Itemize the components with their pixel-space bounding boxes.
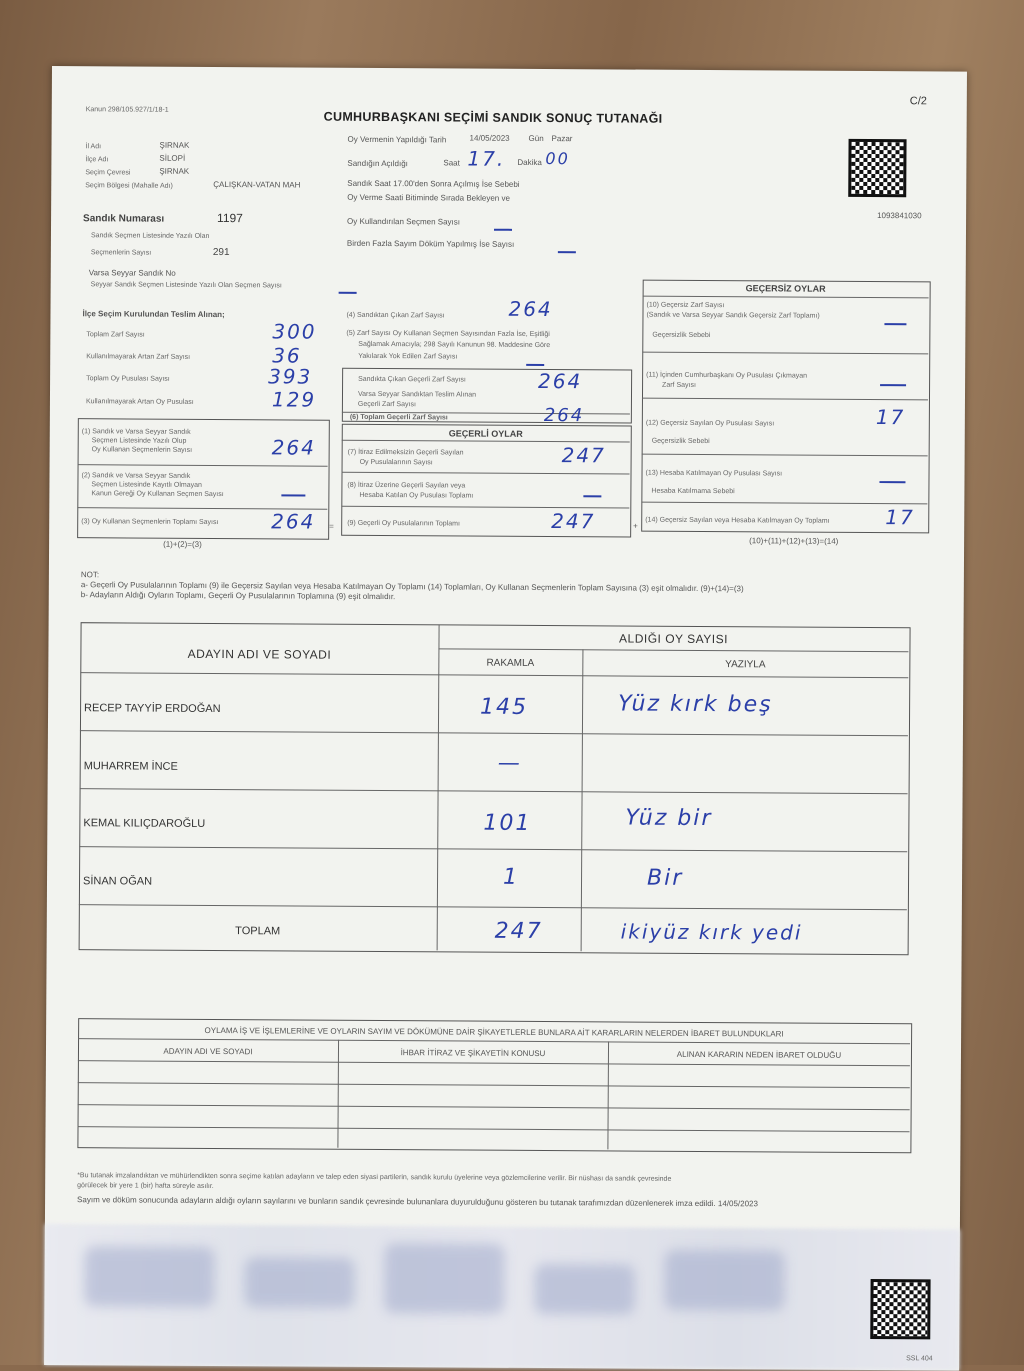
day-value: Pazar [551,134,573,144]
sandik-no-label: Sandık Numarası [83,213,165,225]
candidate-digits: — [497,750,522,776]
r9-value: 247 [551,509,596,534]
queue-label-2: Oy Kullandırılan Seçmen Sayısı [347,216,461,227]
r8-label: (8) İtiraz Üzerine Geçerli Sayılan veya [347,481,466,490]
r12-value: 17 [875,405,906,430]
ilce-label: İlçe Adı [85,156,109,164]
received-row-value: 393 [268,364,313,389]
received-row-value: 129 [271,387,317,412]
recount-label: Birden Fazla Sayım Döküm Yapılmış İse Sayısı [346,238,515,249]
r14-value: 17 [885,505,915,530]
saat-value: 17. [467,146,506,171]
r9-label: (9) Geçerli Oy Pusulalarının Toplamı [347,519,460,528]
sandik-no: 1197 [217,211,243,226]
valid-votes-title: GEÇERLİ OYLAR [448,428,523,439]
r2-label-3: Kanun Gereği Oy Kullanan Seçmen Sayısı [91,490,224,499]
total-words: ikiyüz kırk yedi [620,919,803,945]
r10-value-dash [884,315,906,333]
mobile-listed-label: Seyyar Sandık Seçmen Listesinde Yazılı Olan Seçmen Sayısı [90,281,282,290]
page-code: C/2 [909,95,927,108]
r4-label: (4) Sandıktan Çıkan Zarf Sayısı [346,311,445,320]
signature-blob [244,1257,354,1308]
r1-label-2: Seçmen Listesinde Yazılı Olup [91,437,187,445]
r5-label-2: Sağlamak Amacıyla; 298 Sayılı Kanunun 98. Maddesine Göre [358,340,551,350]
r14-label: (14) Geçersiz Sayılan veya Hesaba Katılmayan Oy Toplamı [645,516,830,525]
candidate-digits: 145 [480,694,529,720]
queue-value-dash [494,221,512,239]
cevre-value: ŞIRNAK [159,166,190,176]
r13-reason: Hesaba Katılmama Sebebi [651,487,735,496]
received-row-label: Kullanılmayarak Artan Zarf Sayısı [86,353,191,361]
election-result-form [44,66,967,1371]
footer-line-2: görülecek bir yere 1 (bir) hafta süreyle asılır. [77,1182,214,1191]
invalid-votes-title: GEÇERSİZ OYLAR [745,283,826,294]
r7-value: 247 [561,443,606,468]
col-digits-header: RAKAMLA [486,657,535,669]
signature-blob [664,1250,784,1311]
signature-blob [534,1264,634,1315]
form-code: Kanun 298/105.927/1/18-1 [85,106,169,114]
valid-env-label: Sandıkta Çıkan Geçerli Zarf Sayısı [358,375,466,384]
received-row-label: Toplam Oy Pusulası Sayısı [86,375,170,383]
listed-label: Sandık Seçmen Listesinde Yazılı Olan [90,232,210,240]
r3-label: (3) Oy Kullanan Seçmenlerin Toplamı Sayısı [81,518,219,527]
ilce-value: SİLOPİ [159,153,186,163]
page-mark: SSL 404 [906,1355,933,1363]
footer-line-3: Sayım ve döküm sonucunda adayların aldığı oyların sayılarını ve bunların sandık çevresinde bulunanlara duyurulduğunu gösteren bu tutanak tarafımızdan düzenlenerek imza edildi. 14/05/2023 [77,1195,758,1209]
r10-label-2: (Sandık ve Varsa Seyyar Sandık Geçersiz Zarf Toplamı) [646,311,820,320]
notes-title: NOT: [80,570,100,580]
candidate-name: MUHARREM İNCE [83,760,178,773]
r10-label: (10) Geçersiz Zarf Sayısı [646,301,725,310]
day-label: Gün [528,133,544,144]
complaints-col-decision: ALINAN KARARIN NEDEN İBARET OLDUĞU [676,1049,842,1060]
r2-label: (2) Sandık ve Varsa Seyyar Sandık [81,472,191,480]
complaints-col-name: ADAYIN ADI VE SOYADI [163,1046,253,1057]
note-b: b- Adayların Aldığı Oyların Toplamı, Geçerli Oy Pusulalarının Toplamına (9) eşit olmalıdır. [80,590,396,602]
page-title: CUMHURBAŞKANI SEÇİMİ SANDIK SONUÇ TUTANAĞI [323,109,663,126]
vote-date-label: Oy Vermenin Yapıldığı Tarih [347,134,447,145]
candidate-name: KEMAL KILIÇDAROĞLU [83,817,206,830]
r11-label-2: Zarf Sayısı [662,381,696,389]
complaints-title: OYLAMA İŞ VE İŞLEMLERİNE VE OYLARIN SAYIM VE DÖKÜMÜNE DAİR ŞİKAYETLERLE BUNLARA AİT KARARLARIN NELERDEN İBARET BULUNDUKLARI [204,1025,784,1039]
voters-formula: (1)+(2)=(3) [163,539,202,549]
r5-label-3: Yakılarak Yok Edilen Zarf Sayısı [358,352,458,361]
queue-label: Oy Verme Saati Bitiminde Sırada Bekleyen ve [347,192,510,203]
total-digits: 247 [494,918,543,945]
total-label: TOPLAM [235,925,281,938]
vote-date: 14/05/2023 [469,133,510,143]
signature-blob [384,1243,504,1314]
recount-value-dash [558,243,576,261]
invalid-formula: (10)+(11)+(12)+(13)=(14) [749,536,839,546]
r13-label: (13) Hesaba Katılmayan Oy Pusulası Sayısı [645,469,783,478]
r12-reason: Geçersizlik Sebebi [651,437,710,446]
col-name-header: ADAYIN ADI VE SOYADI [187,646,332,662]
candidate-words: Bir [646,865,684,891]
r2-value-dash [281,486,305,504]
received-row-label: Kullanılmayarak Artan Oy Pusulası [85,398,194,406]
candidate-name: RECEP TAYYİP ERDOĞAN [84,702,221,716]
received-row-value: 36 [272,343,302,368]
complaints-col-subject: İHBAR İTİRAZ VE ŞİKAYETİN KONUSU [400,1048,546,1059]
r7-label: (7) İtiraz Edilmeksizin Geçerli Sayılan [347,448,464,457]
equals-sign: = [329,521,334,531]
opening-label: Sandığın Açıldığı [347,158,408,169]
col-votes-header: ALDIĞI OY SAYISI [619,631,729,647]
r8-label-2: Hesaba Katılan Oy Pusulası Toplamı [359,491,474,500]
signature-blob [84,1246,214,1307]
r8-value-dash [583,487,601,505]
footer-line-1: *Bu tutanak imzalandıktan ve mühürlendikten sonra seçime katılan adayların ve talep eden siyasi partilerin, sandık kurulu üyelerine veya gözlemcilerine verilir. Bir nüshası da sandık çevresinde [77,1172,672,1183]
bolge-label: Seçim Bölgesi (Mahalle Adı) [85,182,173,190]
r7-label-2: Oy Pusulalarının Sayısı [359,458,433,467]
il-value: ŞIRNAK [159,140,190,150]
r1-label: (1) Sandık ve Varsa Seyyar Sandık [81,428,191,436]
bolge-value: ÇALIŞKAN-VATAN MAH [213,179,301,190]
candidate-words: Yüz kırk beş [618,691,773,718]
r13-value-dash [879,473,905,491]
listed-label-2: Seçmenlerin Sayısı [90,249,152,257]
r1-label-3: Oy Kullanan Seçmenlerin Sayısı [91,446,193,454]
note-a: a- Geçerli Oy Pusulalarının Toplamı (9) ile Geçersiz Sayılan veya Hesaba Katılmayan Oy Toplamı (14) Toplamları, Oy Kullanan Seçmenlerin Toplam Sayısına (3) eşit olmalıdır. (9)+(14)=(3) [80,580,744,594]
r6-label: (6) Toplam Geçerli Zarf Sayısı [349,413,448,422]
cevre-label: Seçim Çevresi [85,169,131,177]
r5-label: (5) Zarf Sayısı Oy Kullanan Seçmen Sayısından Fazla İse, Eşitliği [346,329,550,339]
dakika-value: 00 [545,149,570,169]
candidate-digits: 101 [483,810,532,836]
candidate-digits: 1 [502,864,520,890]
listed-value: 291 [212,246,230,259]
candidate-words: Yüz bir [625,805,713,832]
mobile-listed-dash [339,284,357,302]
plus-sign: + [633,521,638,531]
r12-label: (12) Geçersiz Sayılan Oy Pusulası Sayısı [645,419,775,428]
mobile-env-label-2: Geçerli Zarf Sayısı [357,400,416,409]
bottom-qr-code-icon [870,1279,930,1339]
late-reason-label: Sandık Saat 17.00'den Sonra Açılmış İse Sebebi [347,178,520,189]
r3-value: 264 [271,509,316,534]
received-title: İlçe Seçim Kurulundan Teslim Alınan; [82,309,225,320]
il-label: İl Adı [85,143,102,151]
r1-value: 264 [271,435,316,460]
col-words-header: YAZIYLA [725,659,766,671]
received-row-value: 300 [272,319,317,344]
qr-code-icon [848,139,906,197]
r11-label: (11) İçinden Cumhurbaşkanı Oy Pusulası Çıkmayan [646,371,808,380]
valid-env-value: 264 [538,368,583,394]
r2-label-2: Seçmen Listesinde Kayıtlı Olmayan [91,481,202,489]
r6-value: 264 [543,405,585,427]
mobile-no-label: Varsa Seyyar Sandık No [88,268,176,278]
r4-value: 264 [508,296,553,322]
received-row-label: Toplam Zarf Sayısı [86,331,145,339]
serial-number: 1093841030 [877,211,922,221]
saat-label: Saat [443,158,460,168]
candidate-name: SİNAN OĞAN [82,875,153,888]
dakika-label: Dakika [517,157,542,167]
mobile-env-label: Varsa Seyyar Sandıktan Teslim Alınan [357,390,477,399]
r11-value-dash [880,376,906,394]
r10-reason: Geçersizlik Sebebi [652,331,711,340]
